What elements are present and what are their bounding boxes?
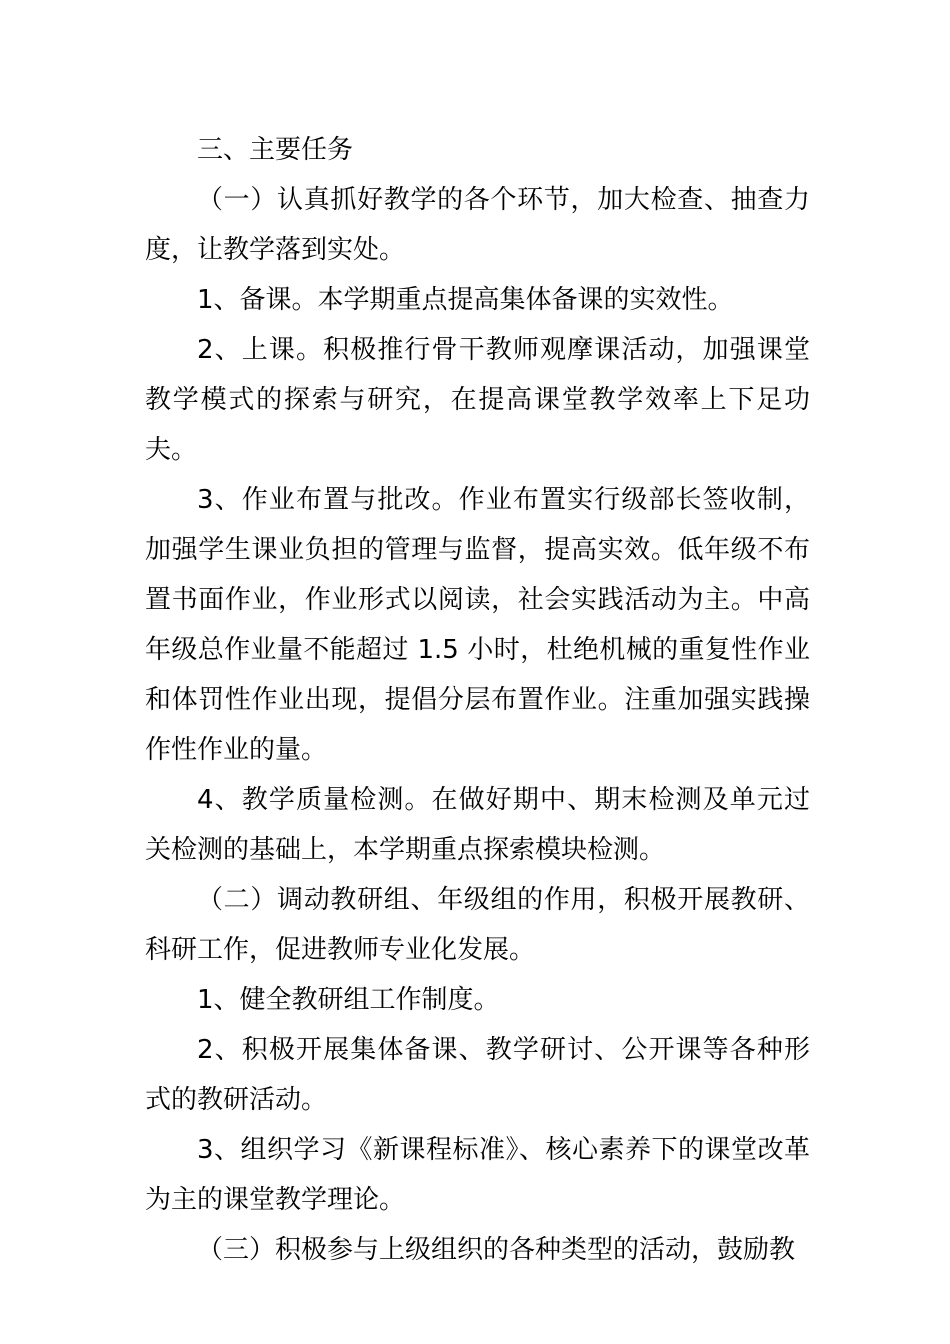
subsection-heading: （二）调动教研组、年级组的作用，积极开展教研、科研工作，促进教师专业化发展。 [145,885,810,965]
paragraph: 3、组织学习《新课程标准》、核心素养下的课堂改革为主的课堂教学理论。 [145,1135,810,1215]
section-heading: 三、主要任务 [197,135,354,165]
paragraph: 2、上课。积极推行骨干教师观摩课活动，加强课堂教学模式的探索与研究，在提高课堂教学效率上下足功夫。 [145,335,810,465]
subsection-heading: （三）积极参与上级组织的各种类型的活动，鼓励教 [197,1235,796,1265]
paragraph: 2、积极开展集体备课、教学研讨、公开课等各种形式的教研活动。 [145,1035,810,1115]
subsection-heading: （一）认真抓好教学的各个环节，加大检查、抽查力度，让教学落到实处。 [145,185,810,265]
paragraph: 3、作业布置与批改。作业布置实行级部长签收制，加强学生课业负担的管理与监督，提高实效。低年级不布置书面作业，作业形式以阅读，社会实践活动为主。中高年级总作业量不能超过 1.5 小时，杜绝机械的重复性作业和体罚性作业出现，提倡分层布置作业。注重加强实践操作性作业的量。 [145,485,810,765]
paragraph: 1、健全教研组工作制度。 [197,985,500,1015]
document-body [145,125,810,1275]
paragraph: 1、备课。本学期重点提高集体备课的实效性。 [197,285,734,315]
paragraph: 4、教学质量检测。在做好期中、期末检测及单元过关检测的基础上，本学期重点探索模块检测。 [145,785,810,865]
